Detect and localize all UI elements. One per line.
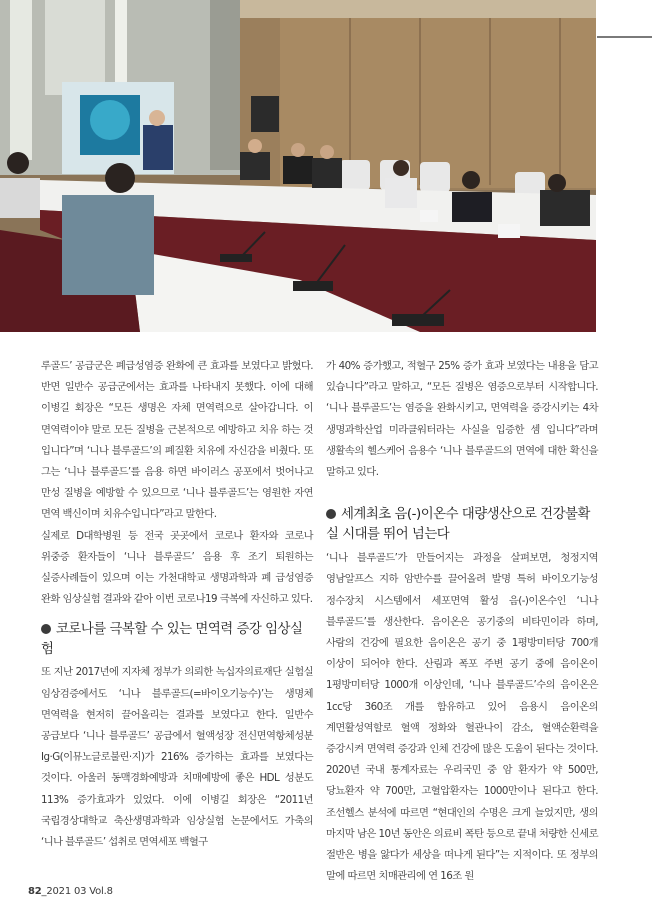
section-heading [41,620,313,660]
conference-photo [0,0,596,332]
page-footer [28,886,113,897]
article-paragraph: 루골드’ 공급군은 폐급성염증 완화에 큰 효과를 보였다고 밝혔다. 반면 일반수 공급군에서는 효과를 나타내지 못했다. 이에 대해 이병길 회장은 “모든 생명은 자체 면역력으로 살아갑니다. 이 면역력이야 말로 모든 질병을 근본적으로 예방하고 치유 하는 것 입니다”며 ‘니나 블루골드’의 폐질환 치유에 자신감을 비췄다. 또 그는 ‘니나 블루골드’를 음용 하면 바이러스 공포에서 벗어나고 만성 질병을 예방할 수 있으므로 ‘니나 블루골드’는 영원한 자연 면역 백신이며 치유수입니다”라고 말한다. [41,360,313,521]
bullet-icon [326,509,336,519]
article-right-column [326,356,598,887]
article-left-column [41,356,313,853]
bullet-icon [41,624,51,634]
decorative-line [597,36,652,38]
article-paragraph: ‘니나 블루골드’가 만들어지는 과정을 살펴보면, 청정지역 영남알프스 지하 암반수를 끌어올려 발명 특허 바이오기능성 정수장치 시스템에서 세포면역 활성 음(-)이온수인 ‘니나 블루골드’를 생산한다. 음이온은 공기중의 비타민이라 하며, 사람의 건강에 필요한 음이온은 공기 중 1평방미터당 700개 이상이 되어야 한다. 산림과 폭포 주변 공기 중에 음이온이 1평방미터당 1000개 이상인데, ‘니나 블루골드’수의 음이온은 1cc당 360조 개를 함유하고 있어 음용시 음이온의 계면활성역할로 혈액 정화와 혈관나이 감소, 혈액순환력을 증강시켜 면역력 증강과 인체 건강에 많은 도움이 된다는 것이다. 2020년 국내 통계자료는 우리국민 중 암 환자가 약 500만, 당뇨환자 약 700만, 고혈압환자는 1000만이나 된다고 한다. 조선헬스 분석에 따르면 “현대인의 수명은 크게 늘었지만, 생의 마지막 남은 10년 동안은 의료비 폭탄 등으로 끝내 처량한 신세로 절반은 병을 앓다가 세상을 떠나게 된다”는 지적이다. 또 정부의 말에 따르면 치매관리에 연 16조 원 [326,552,598,883]
article-paragraph: 가 40% 증가했고, 적혈구 25% 증가 효과 보였다는 내용을 담고 있습니다”라고 말하고, “모든 질병은 염증으로부터 시작합니다. ‘니나 블루골드’는 염증을 완화시키고, 면역력을 증강시키는 4차 생명과학산업 미라클워터라는 사실을 입증한 셈 입니다”라며 생활속의 헬스케어 음용수 ‘니나 블루골드의 면역에 대한 확신을 말하고 있다. [326,360,598,479]
issue-label: _2021 03 Vol.8 [41,886,113,897]
page-number: 82 [28,886,42,897]
section-heading [326,505,598,545]
section-heading-text: 세계최초 음(-)이온수 대량생산으로 건강불확실 시대를 뛰어 넘는다 [326,507,590,543]
article-paragraph: 실제로 D대학병원 등 전국 곳곳에서 코로나 환자와 코로나 위중증 환자들이 ‘니나 블루골드’ 음용 후 조기 퇴원하는 실증사례들이 있으며 이는 가천대학교 생명과학과 폐 급성염증 완화 임상실험 결과와 같아 이번 코로나19 극복에 자신하고 있다. [41,529,313,606]
article-paragraph: 또 지난 2017년에 지자체 정부가 의뢰한 녹십자의료재단 실험실 임상검증에서도 ‘니나 블루골드(=바이오기능수)’는 생명체 면역력을 현저히 끌어올리는 결과를 보였다고 한다. 일반수 공급보다 ‘니나 블루골드’ 공급에서 혈액성장 전신면역항체성분 Ig·G(이뮤노글로불린·지)가 216% 증가하는 효과를 보였다는 것이다. 아울러 동맥경화예방과 치매예방에 좋은 HDL 성분도 113% 증가효과가 있었다. 이에 이병길 회장은 “2011년 국립경상대학교 축산생명과학과 임상실험 논문에서도 가축의 ‘니나 블루골드’ 섭취로 면역세포 백혈구 [41,666,313,849]
section-heading-text: 코로나를 극복할 수 있는 면역력 증강 임상실험 [41,622,303,658]
